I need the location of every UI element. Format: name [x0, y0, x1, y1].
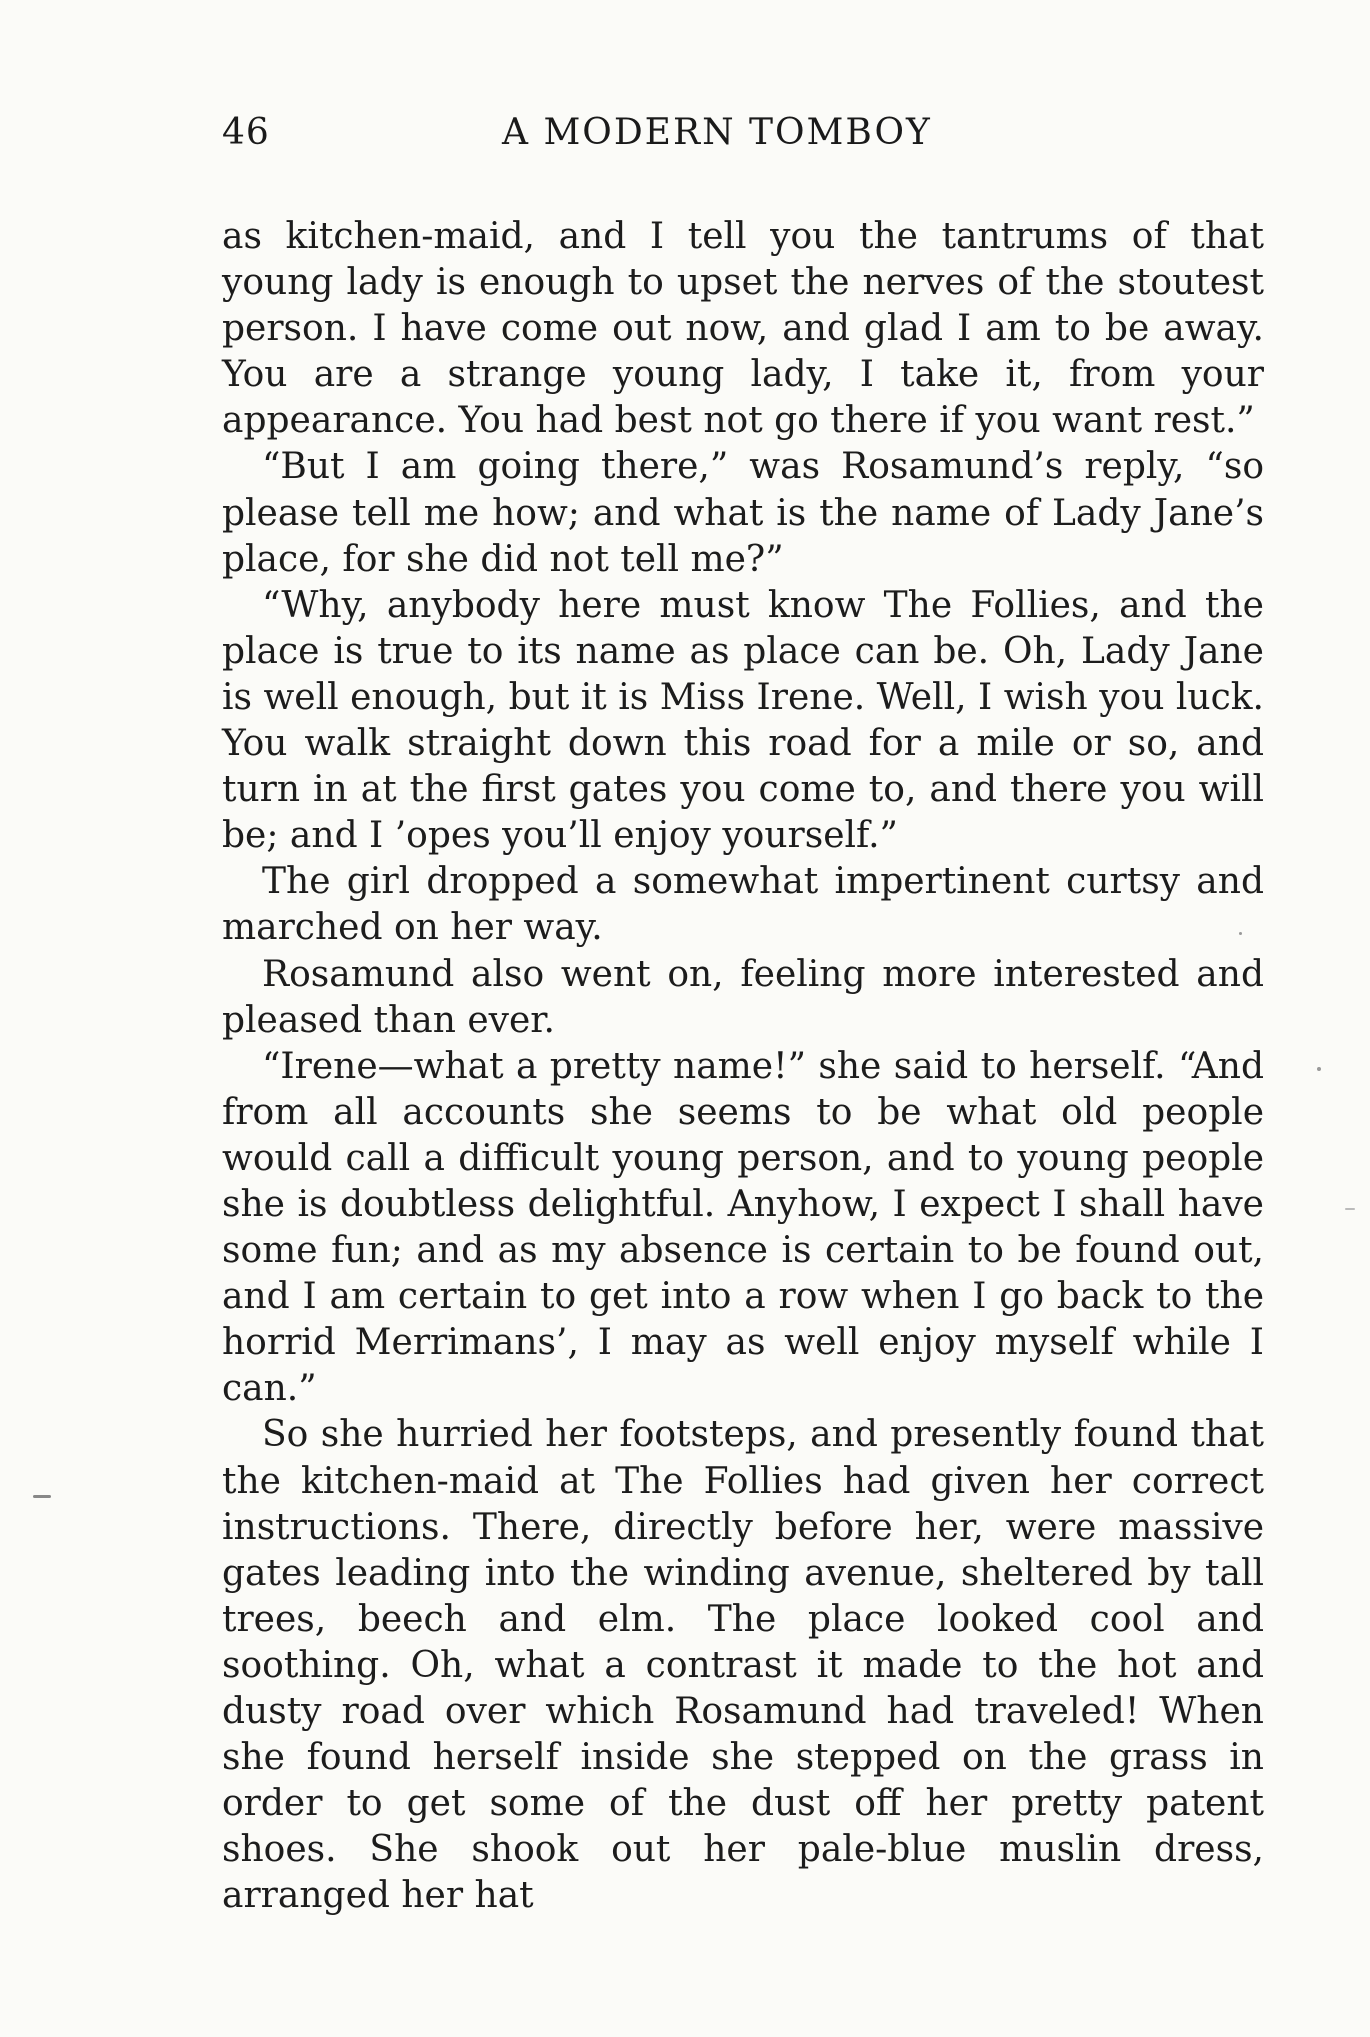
paper-speck	[1317, 1067, 1321, 1071]
paragraph: The girl dropped a somewhat impertinent curtsy and marched on her way.	[222, 861, 1264, 949]
body-text	[222, 214, 1264, 1919]
paragraph: as kitchen-maid, and I tell you the tantrums of that young lady is enough to upset the nerves of the stoutest person. I have come out now, and glad I am to be away. You are a strange young lady, I take it, from your appearance. You had best not go there if you want rest.”	[222, 216, 1264, 442]
paper-speck	[33, 1495, 51, 1498]
running-title: A MODERN TOMBOY	[502, 112, 932, 153]
paragraph: So she hurried her footsteps, and presently found that the kitchen-maid at The Follies had given her correct instructions. There, directly before her, were massive gates leading into the winding avenue, sheltered by tall trees, beech and elm. The place looked cool and soothing. Oh, what a contrast it made to the hot and dusty road over which Rosamund had traveled! When she found herself inside she stepped on the grass in order to get some of the dust off her pretty patent shoes. She shook out her pale-blue muslin dress, arranged her hat	[222, 1414, 1264, 1917]
page-header	[222, 112, 1264, 172]
paragraph: “But I am going there,” was Rosamund’s reply, “so please tell me how; and what is the name of Lady Jane’s place, for she did not tell me?”	[222, 446, 1264, 580]
paper-speck	[1239, 932, 1242, 935]
paragraph: “Why, anybody here must know The Follies, and the place is true to its name as place can be. Oh, Lady Jane is well enough, but it is Miss Irene. Well, I wish you luck. You walk straight down this road for a mile or so, and turn in at the first gates you come to, and there you will be; and I ’opes you’ll enjoy yourself.”	[222, 584, 1264, 857]
page-number: 46	[222, 112, 270, 153]
paragraph: “Irene—what a pretty name!” she said to herself. “And from all accounts she seems to be what old people would call a difficult young person, and to young people she is doubtless delightful. Anyhow, I expect I shall have some fun; and as my absence is certain to be found out, and I am certain to get into a row when I go back to the horrid Merrimans’, I may as well enjoy myself while I can.”	[222, 1045, 1264, 1410]
paragraph: Rosamund also went on, feeling more interested and pleased than ever.	[222, 953, 1264, 1041]
paper-speck	[1345, 1208, 1355, 1210]
